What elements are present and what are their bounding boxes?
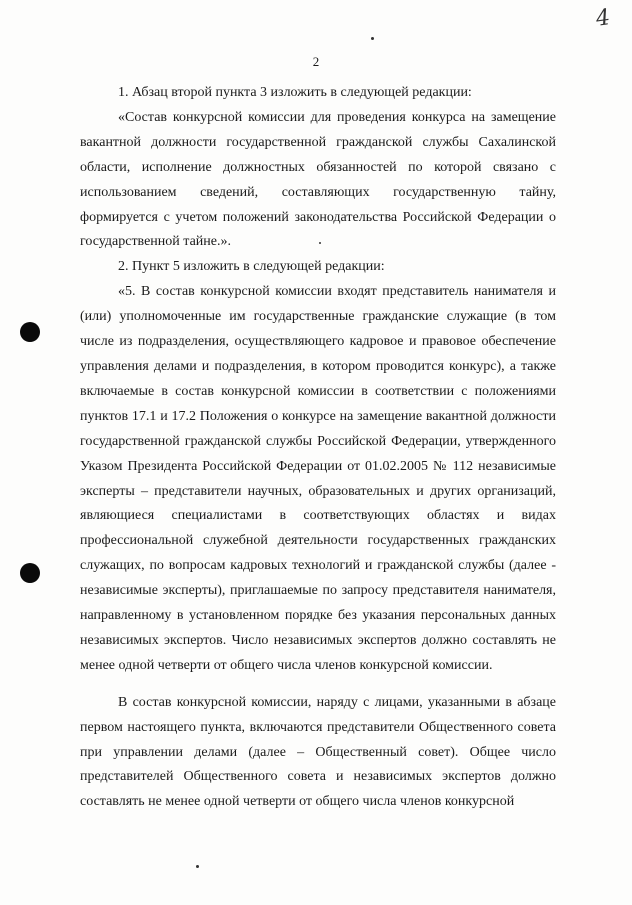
handwritten-sheet-number: 4	[594, 5, 612, 32]
item-2-heading: 2. Пункт 5 изложить в следующей редакции:	[118, 259, 385, 275]
item-2-text-continued: В состав конкурсной комиссии, наряду с лицами, указанными в абзаце первом настоящего пункта, включаются представители Общественного совета при управлении делами (далее – Общественный совет). Общее число представителей Общественного совета и независимых экспертов должно составлять не менее одной четверти от общего числа членов конкурсной	[80, 694, 556, 810]
page-number: 2	[312, 54, 320, 69]
paragraph-spacer	[80, 679, 556, 691]
punch-hole	[20, 563, 40, 583]
punch-hole	[20, 322, 40, 342]
item-2-text: «5. В состав конкурсной комиссии входят представитель нанимателя и (или) уполномоченные им государственные гражданские служащие (в том числе из подразделения, осуществляющего кадровое и правовое обеспечение управления делами и подразделения, в котором проводится конкурс), а также включаемые в состав конкурсной комиссии в соответствии с положениями пунктов 17.1 и 17.2 Положения о конкурсе на замещение вакантной должности государственной гражданской службы Российской Федерации, утвержденного Указом Президента Российской Федерации от 01.02.2005 № 112 независимые эксперты – представители научных, образовательных и других организаций, являющиеся специалистами в соответствующих областях и видах профессиональной служебной деятельности государственных гражданских служащих, по вопросам кадровых технологий и гражданской службы (далее - независимые эксперты), приглашаемые по запросу представителя нанимателя, направленному в установленном порядке без указания персональных данных независимых экспертов. Число независимых экспертов должно составлять не менее одной четверти от общего числа членов конкурсной комиссии.	[80, 284, 556, 673]
scan-speck	[196, 865, 199, 868]
document-body	[80, 81, 556, 815]
item-1-text: «Состав конкурсной комиссии для проведения конкурса на замещение вакантной должности государственной гражданской службы Сахалинской области, исполнение должностных обязанностей по которой связано с использованием сведений, составляющих государственную тайну, формируется с учетом положений законодательства Российской Федерации о государственной тайне.».	[80, 109, 556, 250]
scan-speck	[371, 37, 374, 40]
item-1-heading: 1. Абзац второй пункта 3 изложить в следующей редакции:	[118, 85, 472, 100]
